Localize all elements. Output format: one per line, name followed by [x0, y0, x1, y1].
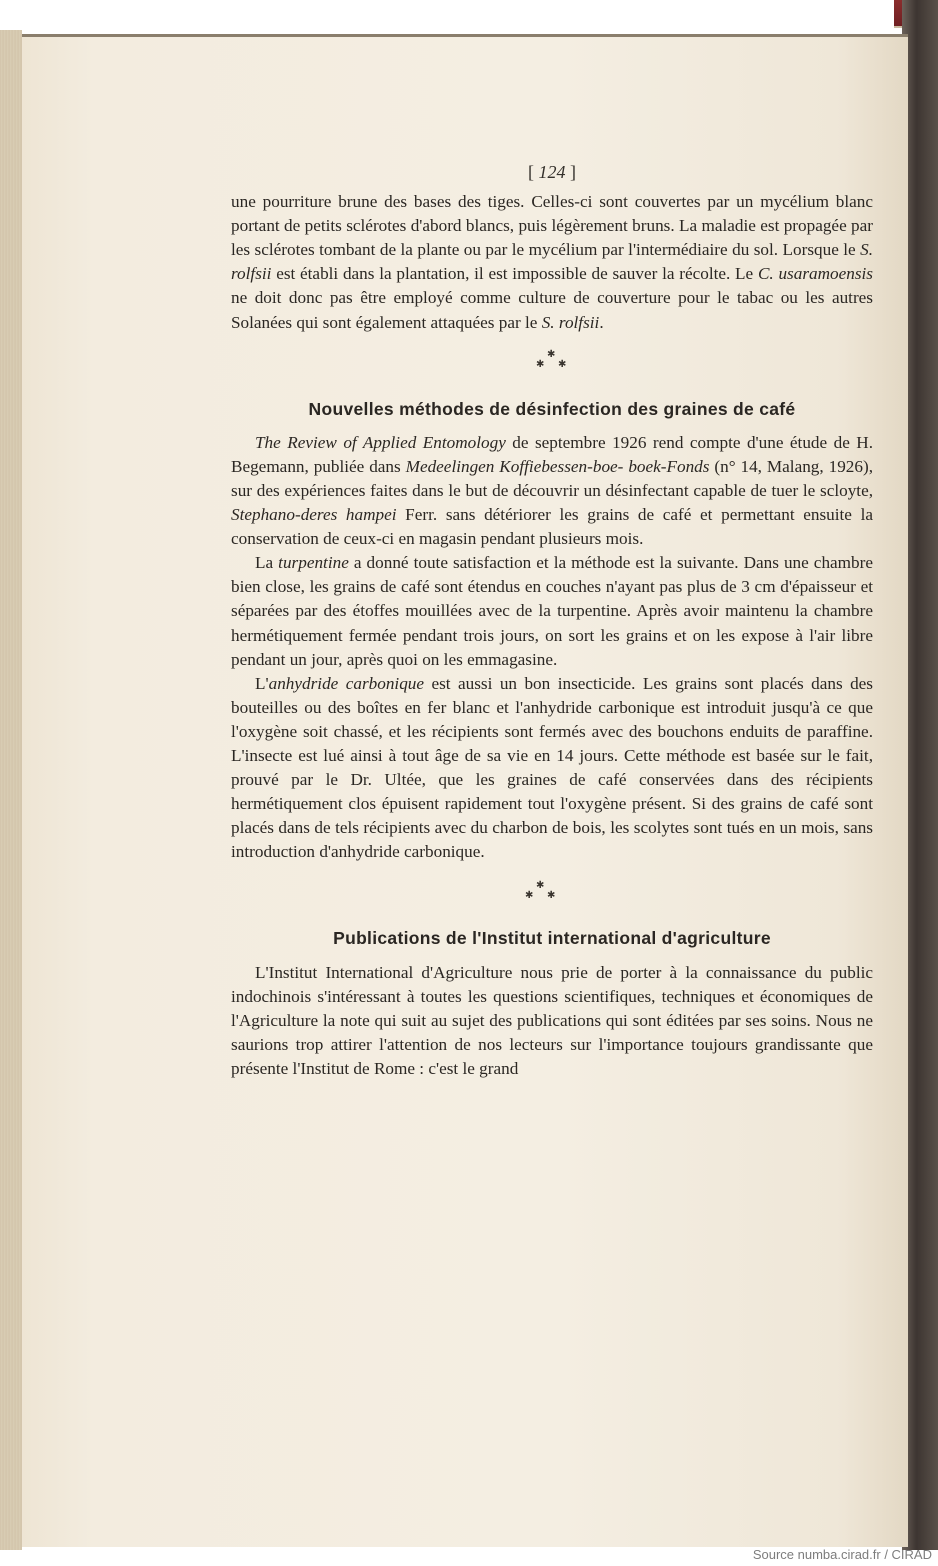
paragraph-3: [231, 551, 873, 671]
text-run: La: [255, 553, 279, 573]
text-run: L': [255, 673, 269, 693]
text-run: (n° 14, Malang, 1926), sur des expériences faites dans le but de découvrir un désinfectant capable de tuer le scloyte,: [231, 456, 873, 500]
source-credit: Source numba.cirad.fr / CIRAD: [752, 1547, 932, 1562]
text-run: ne doit donc pas être employé comme culture de couverture pour le tabac ou les autres Solanées qui sont également attaquées par le: [231, 288, 873, 332]
text-run: a donné toute satisfaction et la méthode est la suivante. Dans une chambre bien close, les grains de café sont étendus en couches n'ayant pas plus de 3 cm d'épaisseur et séparées par des étoffes mouillées avec de la turpentine. Après avoir maintenu la chambre hermétiquement fermée pendant trois jours, on sort les grains et on les expose à l'air libre pendant un jour, après quoi on les emmagasine.: [231, 553, 873, 669]
section-heading-publications: Publications de l'Institut international d'agriculture: [333, 928, 771, 949]
text-run: est établi dans la plantation, il est impossible de sauver la récolte. Le: [271, 264, 758, 284]
italic-run: C. usaramoensis: [757, 264, 873, 284]
italic-run: turpentine: [278, 553, 349, 573]
italic-run: S. rolfsii: [231, 240, 873, 284]
italic-run: anhydride carbonique: [268, 673, 425, 693]
italic-run: Medeelingen Koffiebessen-boe- boek-Fonds: [405, 456, 710, 476]
italic-run: S. rolfsii: [541, 312, 600, 332]
paragraph-1: [231, 190, 873, 335]
page-text: [231, 160, 873, 1081]
paragraph-4: [231, 672, 873, 865]
paragraph-5: [231, 961, 873, 1081]
asterism-2: ✱ ✱ ✱: [525, 880, 556, 902]
text-run: de septembre 1926 rend compte d'une étude de H. Begemann, publiée dans: [231, 432, 873, 476]
text-run: L'Institut International d'Agriculture nous prie de porter à la connaissance du public indochinois s'intéressant à toutes les questions scientifiques, techniques et économiques de l'Agriculture la note qui suit au sujet des publications qui sont éditées par ses soins. Nous ne saurions trop attirer l'attention de nos lecteurs sur l'importance toujours grandissante que présente l'Institut de Rome : c'est le grand: [231, 962, 873, 1078]
folio-close-bracket: ]: [565, 162, 576, 182]
italic-run: The Review of Applied Entomology: [255, 432, 506, 452]
text-run: .: [599, 312, 604, 332]
asterism-1: ✱ ✱ ✱: [536, 348, 567, 370]
text-run: une pourriture brune des bases des tiges. Celles-ci sont couvertes par un mycélium blanc portant de petits sclérotes d'abord blancs, puis légèrement bruns. La maladie est propagée par les sclérotes tombant de la plante ou par le mycélium par l'intermédiaire du sol. Lorsque le: [231, 192, 873, 260]
text-run: est aussi un bon insecticide. Les grains sont placés dans des bouteilles ou des boîtes en fer blanc et l'anhydride carbonique est introduit jusqu'à ce que l'oxygène soit chassé, et les récipients sont fermés avec des bouchons enduits de paraffine. L'insecte est lué ainsi à tout âge de sa vie en 14 jours. Cette méthode est basée sur le fait, prouvé par le Dr. Ultée, que les graines de café conservées dans des récipients hermétiquement clos épuisent rapidement tout l'oxygène présent. Si des grains de café sont placés dans de tels récipients avec du charbon de bois, les scolytes sont tués en un mois, sans introduction d'anhydride carbonique.: [231, 673, 873, 862]
book-page-edges: [0, 30, 22, 1550]
folio-number: 124: [538, 162, 566, 182]
italic-run: Stephano-deres hampei: [231, 505, 397, 525]
section-heading-desinfection: Nouvelles méthodes de désinfection des graines de café: [308, 398, 796, 419]
paragraph-2: [231, 431, 873, 551]
folio-open-bracket: [: [528, 162, 539, 182]
page-number: [231, 160, 873, 184]
text-run: Ferr. sans détériorer les grains de café et permettant ensuite la conservation de ceux-ci en magasin pendant plusieurs mois.: [231, 505, 873, 549]
